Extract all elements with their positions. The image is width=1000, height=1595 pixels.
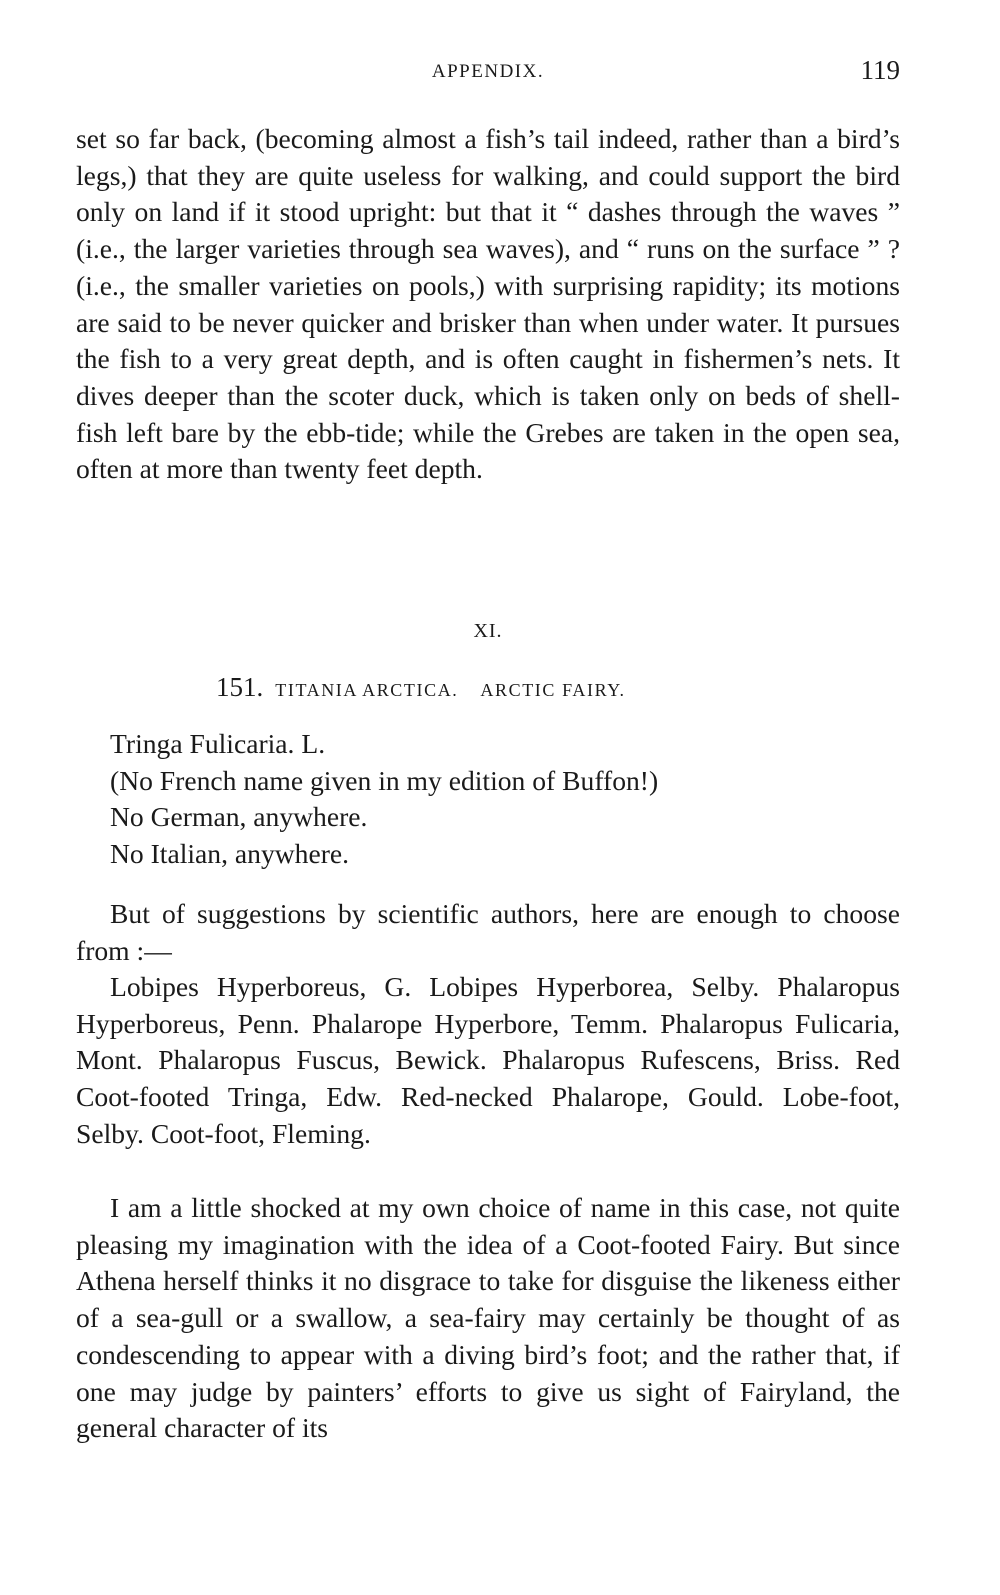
names-line: No German, anywhere. [110, 801, 368, 833]
names-line: No Italian, anywhere. [110, 838, 350, 870]
book-page [76, 0, 900, 1595]
latin-name: TITANIA ARCTICA. [275, 680, 459, 700]
paragraph-continued: set so far back, (becoming almost a fish’s tail indeed, rather than a bird’s legs,) that they are quite useless for walking, and could support the bird only on land if it stood upright: but that it “ dashes through the waves ” (i.e., the larger varieties through sea waves), and “ runs on the surface ” ? (i.e., the smaller varieties on pools,) with surprising rapidity; its motions are said to be never quicker and brisker than when under water. It pursues the fish to a very great depth, and is often caught in fishermen’s nets. It dives deeper than the scoter duck, which is taken only on beds of shell-fish left bare by the ebb-tide; while the Grebes are taken in the open sea, often at more than twenty feet depth. [76, 123, 900, 485]
entry-number: 151. [216, 672, 264, 702]
paragraph-suggestions: But of suggestions by scientific authors, here are enough to choose from :— [76, 898, 900, 966]
paragraph-commentary: I am a little shocked at my own choice of name in this case, not quite pleasing my imagination with the idea of a Coot-footed Fairy. But since Athena herself thinks it no disgrace to take for disguise the likeness either of a sea-gull or a swallow, a sea-fairy may certainly be thought of as condescending to appear with a diving bird’s foot; and the rather that, if one may judge by painters’ efforts to give us sight of Fairyland, the general character of its [76, 1192, 900, 1444]
names-line: (No French name given in my edition of Buffon!) [110, 764, 659, 796]
section-number: XI. [473, 620, 503, 642]
entry-heading [216, 672, 900, 703]
running-head [76, 55, 900, 89]
paragraph-synonyms: Lobipes Hyperboreus, G. Lobipes Hyperborea, Selby. Phalaropus Hyperboreus, Penn. Phalarope Hyperbore, Temm. Phalaropus Fulicaria, Mont. Phalaropus Fuscus, Bewick. Phalaropus Rufescens, Briss. Red Coot-footed Tringa, Edw. Red-necked Phalarope, Gould. Lobe-foot, Selby. Coot-foot, Fleming. [76, 971, 900, 1149]
page-number: 119 [860, 55, 900, 85]
running-title: APPENDIX. [431, 61, 545, 82]
names-list [110, 726, 900, 873]
names-line: Tringa Fulicaria. L. [110, 728, 326, 759]
english-name: ARCTIC FAIRY. [480, 680, 626, 700]
